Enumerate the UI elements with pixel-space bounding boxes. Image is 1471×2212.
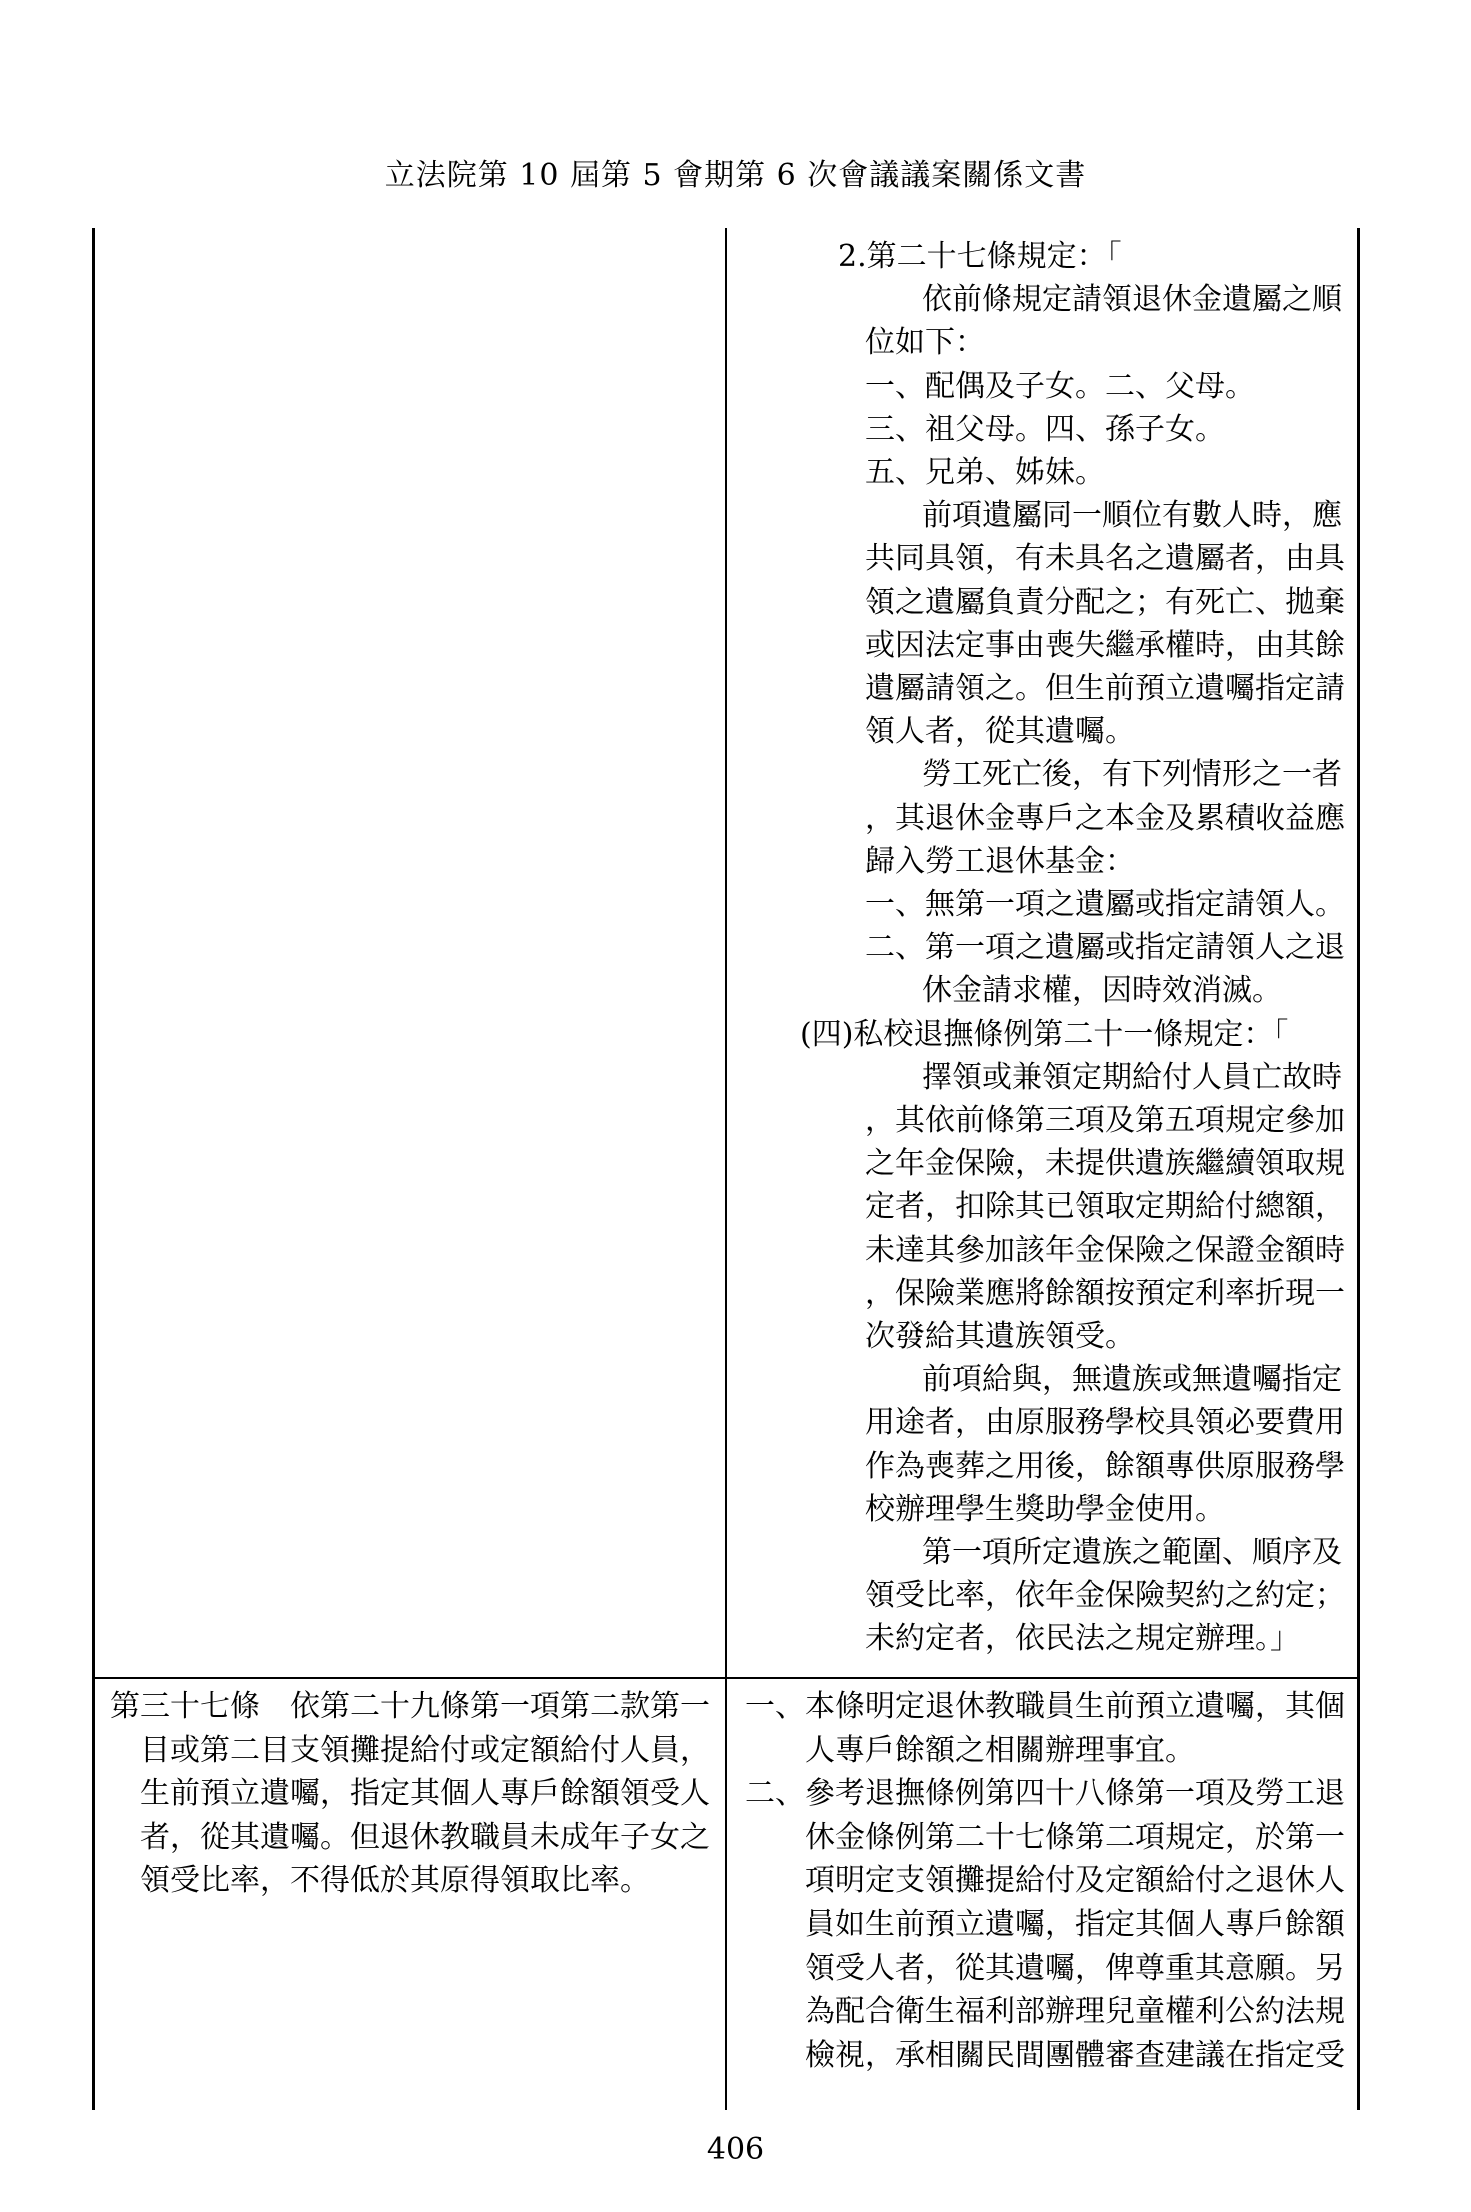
- text-line: 作為喪葬之用後，餘額專供原服務學: [865, 1448, 1345, 1484]
- document-header: 立法院第 10 屆第 5 會期第 6 次會議議案關係文書: [384, 158, 1087, 193]
- text-line: 遺屬請領之。但生前預立遺囑指定請: [865, 671, 1345, 706]
- text-line: 休金請求權，因時效消滅。: [922, 973, 1282, 1009]
- text-line: 生前預立遺囑，指定其個人專戶餘額領受人: [140, 1776, 710, 1812]
- text-line: 員如生前預立遺囑，指定其個人專戶餘額: [805, 1907, 1345, 1942]
- page-number: 406: [706, 2132, 765, 2167]
- text-line: 共同具領，有未具名之遺屬者，由具: [865, 541, 1345, 577]
- text-line: 檢視，承相關民間團體審查建議在指定受: [805, 2037, 1345, 2073]
- text-line: 目或第二目支領攤提給付或定額給付人員，: [140, 1732, 710, 1768]
- text-line: 定者，扣除其已領取定期給付總額，: [865, 1189, 1345, 1225]
- text-line: 未達其參加該年金保險之保證金額時: [865, 1232, 1345, 1268]
- text-line: (四)私校退撫條例第二十一條規定：「: [800, 1016, 1289, 1052]
- text-line: 第一項所定遺族之範圍、順序及: [922, 1535, 1342, 1570]
- text-line: 領人者，從其遺囑。: [865, 714, 1135, 750]
- row-divider: [92, 1677, 1360, 1679]
- text-line: 項明定支領攤提給付及定額給付之退休人: [805, 1863, 1345, 1899]
- text-line: 勞工死亡後，有下列情形之一者: [922, 757, 1342, 793]
- text-line: 休金條例第二十七條第二項規定，於第一: [805, 1819, 1345, 1855]
- text-line: 歸入勞工退休基金：: [865, 843, 1135, 879]
- text-line: 第三十七條 依第二十九條第一項第二款第一: [110, 1689, 710, 1724]
- text-line: 領受人者，從其遺囑，俾尊重其意願。另: [805, 1950, 1345, 1986]
- text-line: ，其依前條第三項及第五項規定參加: [865, 1103, 1345, 1138]
- text-line: 依前條規定請領退休金遺屬之順: [922, 282, 1342, 318]
- table-center-divider: [725, 228, 727, 2110]
- text-line: 一、本條明定退休教職員生前預立遺囑，其個: [745, 1689, 1345, 1724]
- text-line: 領之遺屬負責分配之；有死亡、拋棄: [865, 584, 1345, 620]
- text-line: 為配合衛生福利部辦理兒童權利公約法規: [805, 1994, 1345, 2030]
- text-line: 之年金保險，未提供遺族繼續領取規: [865, 1146, 1345, 1182]
- text-line: 一、無第一項之遺屬或指定請領人。: [865, 887, 1345, 922]
- text-line: 二、參考退撫條例第四十八條第一項及勞工退: [745, 1776, 1345, 1812]
- text-line: 領受比率，依年金保險契約之約定；: [865, 1578, 1345, 1614]
- text-line: 用途者，由原服務學校具領必要費用: [865, 1405, 1345, 1441]
- text-line: 或因法定事由喪失繼承權時，由其餘: [865, 627, 1345, 663]
- text-line: 擇領或兼領定期給付人員亡故時: [922, 1059, 1342, 1095]
- table-right-border: [1357, 228, 1360, 2110]
- text-line: 三、祖父母。四、孫子女。: [865, 411, 1225, 447]
- text-line: 位如下：: [865, 325, 985, 361]
- text-line: 未約定者，依民法之規定辦理。」: [865, 1621, 1300, 1657]
- text-line: 次發給其遺族領受。: [865, 1319, 1135, 1354]
- text-line: 2.第二十七條規定：「: [838, 239, 1122, 274]
- text-line: ，其退休金專戶之本金及累積收益應: [865, 800, 1345, 836]
- text-line: 者，從其遺囑。但退休教職員未成年子女之: [140, 1819, 710, 1855]
- text-line: 一、配偶及子女。二、父母。: [865, 368, 1255, 404]
- text-line: 前項遺屬同一順位有數人時，應: [922, 498, 1342, 534]
- text-line: 五、兄弟、姊妹。: [865, 455, 1105, 490]
- text-line: 前項給與，無遺族或無遺囑指定: [922, 1362, 1342, 1398]
- text-line: 二、第一項之遺屬或指定請領人之退: [865, 930, 1345, 966]
- text-line: 校辦理學生獎助學金使用。: [865, 1491, 1225, 1527]
- text-line: 領受比率，不得低於其原得領取比率。: [140, 1863, 650, 1899]
- table-left-border: [92, 228, 95, 2110]
- text-line: ，保險業應將餘額按預定利率折現一: [865, 1275, 1345, 1311]
- text-line: 人專戶餘額之相關辦理事宜。: [805, 1732, 1195, 1768]
